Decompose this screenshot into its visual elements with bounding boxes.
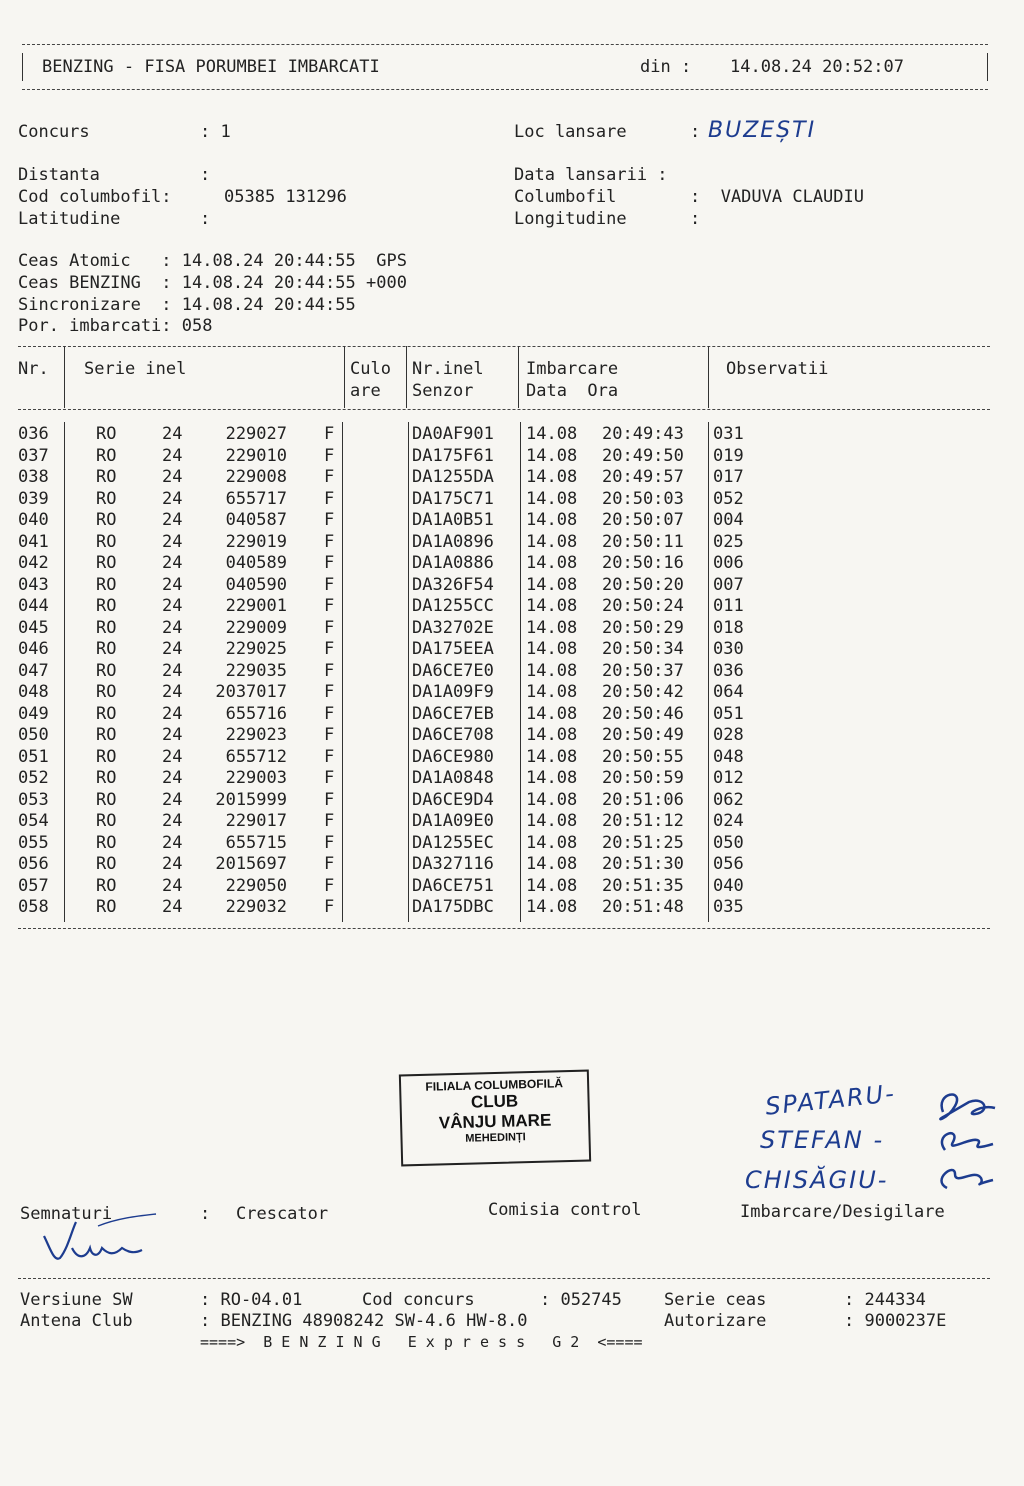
table-row (0, 510, 1024, 532)
cell-senzor: DA175F61 (412, 445, 494, 466)
col-sep-serie-header (344, 346, 345, 408)
cell-data: 14.08 (526, 746, 578, 767)
comisia-label: Comisia control (488, 1200, 642, 1220)
antena-value: : BENZING 48908242 SW-4.6 HW-8.0 (200, 1311, 528, 1331)
ceas-benzing: Ceas BENZING : 14.08.24 20:44:55 +000 (18, 273, 407, 293)
cell-senzor: DA1255DA (412, 467, 494, 487)
table-row (0, 489, 1024, 511)
cell-ora: 20:51:25 (602, 832, 684, 853)
table-row (0, 639, 1024, 661)
cell-ora: 20:50:07 (602, 510, 684, 530)
cell-inel: 040587 (225, 510, 287, 530)
table-row (0, 553, 1024, 575)
cell-observatii: 025 (713, 531, 744, 552)
cell-tara: RO (96, 424, 117, 444)
cell-an: 24 (162, 553, 183, 573)
cell-an: 24 (162, 875, 183, 896)
cell-ora: 20:51:12 (602, 811, 684, 831)
cell-an: 24 (162, 424, 183, 444)
cell-data: 14.08 (526, 682, 578, 702)
cell-observatii: 007 (713, 574, 744, 595)
cell-inel: 229001 (225, 596, 287, 616)
distanta-label: Distanta (18, 165, 100, 185)
table-row (0, 446, 1024, 468)
cell-data: 14.08 (526, 832, 578, 853)
cell-ora: 20:50:59 (602, 768, 684, 788)
cell-sex: F (324, 531, 335, 552)
cod-columbofil-label: Cod columbofil: (18, 187, 172, 207)
cell-data: 14.08 (526, 703, 578, 724)
cell-inel: 040590 (225, 574, 287, 595)
cell-tara: RO (96, 531, 117, 552)
cell-sex: F (324, 811, 335, 831)
columbofil-label: Columbofil (514, 187, 617, 207)
cell-sex: F (324, 682, 335, 702)
cell-nr: 057 (18, 875, 49, 896)
cell-nr: 045 (18, 617, 49, 638)
cell-senzor: DA1A0886 (412, 553, 494, 573)
cell-data: 14.08 (526, 596, 578, 616)
cell-tara: RO (96, 660, 117, 681)
cell-inel: 229009 (225, 617, 287, 638)
cell-inel: 229003 (225, 768, 287, 788)
cell-ora: 20:49:43 (602, 424, 684, 444)
page-title: BENZING - FISA PORUMBEI IMBARCATI (42, 57, 380, 77)
footer-rule (18, 1278, 990, 1279)
cell-senzor: DA6CE708 (412, 725, 494, 745)
cell-ora: 20:50:29 (602, 617, 684, 638)
cell-observatii: 028 (713, 725, 744, 745)
header-nrinel-2: Senzor (412, 381, 474, 401)
cell-inel: 229035 (225, 660, 287, 681)
cell-ora: 20:50:16 (602, 553, 684, 573)
cell-observatii: 048 (713, 746, 744, 767)
crescator-signature (38, 1208, 158, 1270)
cell-tara: RO (96, 488, 117, 509)
cell-an: 24 (162, 639, 183, 659)
col-sep-senzor-header (518, 346, 519, 408)
cell-nr: 055 (18, 832, 49, 853)
cell-inel: 2015999 (215, 789, 287, 810)
cell-nr: 043 (18, 574, 49, 595)
cell-nr: 037 (18, 445, 49, 466)
cell-sex: F (324, 467, 335, 487)
cell-tara: RO (96, 746, 117, 767)
cell-senzor: DA6CE7EB (412, 703, 494, 724)
header-right-border (987, 53, 988, 81)
cell-tara: RO (96, 789, 117, 810)
cell-tara: RO (96, 768, 117, 788)
cell-senzor: DA175C71 (412, 488, 494, 509)
cell-nr: 048 (18, 682, 49, 702)
cell-tara: RO (96, 703, 117, 724)
cell-sex: F (324, 488, 335, 509)
cell-nr: 058 (18, 897, 49, 917)
cell-inel: 655715 (225, 832, 287, 853)
porumbei-imbarcati: Por. imbarcati: 058 (18, 316, 213, 336)
cell-inel: 229023 (225, 725, 287, 745)
cell-observatii: 011 (713, 596, 744, 616)
cell-observatii: 024 (713, 811, 744, 831)
versiune-value: : RO-04.01 (200, 1290, 303, 1310)
cell-tara: RO (96, 811, 117, 831)
cell-senzor: DA6CE751 (412, 875, 494, 896)
table-row (0, 424, 1024, 446)
cell-observatii: 031 (713, 424, 744, 444)
cell-ora: 20:51:06 (602, 789, 684, 810)
header-datetime: 14.08.24 20:52:07 (730, 57, 904, 77)
table-row (0, 532, 1024, 554)
col-sep-nr-header (64, 346, 65, 408)
stamp-line-3: VÂNJU MARE (438, 1110, 552, 1133)
cell-senzor: DA175EEA (412, 639, 494, 659)
longitudine-label: Longitudine (514, 209, 627, 229)
cell-senzor: DA0AF901 (412, 424, 494, 444)
cell-ora: 20:50:34 (602, 639, 684, 659)
table-row (0, 661, 1024, 683)
cell-inel: 2037017 (215, 682, 287, 702)
cell-senzor: DA1A0B51 (412, 510, 494, 530)
cell-data: 14.08 (526, 488, 578, 509)
cell-nr: 050 (18, 725, 49, 745)
cell-an: 24 (162, 897, 183, 917)
cell-nr: 041 (18, 531, 49, 552)
cell-tara: RO (96, 875, 117, 896)
table-row (0, 704, 1024, 726)
cell-nr: 056 (18, 854, 49, 874)
cell-sex: F (324, 596, 335, 616)
table-row (0, 768, 1024, 790)
cell-an: 24 (162, 854, 183, 874)
cell-inel: 229017 (225, 811, 287, 831)
cell-observatii: 040 (713, 875, 744, 896)
stamp-line-2: CLUB (470, 1091, 519, 1112)
cell-an: 24 (162, 617, 183, 638)
cell-data: 14.08 (526, 574, 578, 595)
cell-data: 14.08 (526, 424, 578, 444)
table-header-rule (18, 409, 990, 410)
cell-data: 14.08 (526, 789, 578, 810)
cell-observatii: 030 (713, 639, 744, 659)
cell-tara: RO (96, 467, 117, 487)
cell-an: 24 (162, 445, 183, 466)
cell-ora: 20:49:57 (602, 467, 684, 487)
cell-tara: RO (96, 445, 117, 466)
cell-nr: 047 (18, 660, 49, 681)
cell-ora: 20:49:50 (602, 445, 684, 466)
semnaturi-colon: : (200, 1204, 211, 1224)
serie-ceas-value: : 244334 (844, 1290, 926, 1310)
stamp-line-1: FILIALA COLUMBOFILĂ (425, 1076, 564, 1094)
cell-data: 14.08 (526, 639, 578, 659)
cell-observatii: 004 (713, 510, 744, 530)
cell-observatii: 035 (713, 897, 744, 917)
cell-sex: F (324, 445, 335, 466)
table-row (0, 575, 1024, 597)
table-row (0, 833, 1024, 855)
cell-an: 24 (162, 746, 183, 767)
cell-nr: 046 (18, 639, 49, 659)
cell-sex: F (324, 424, 335, 444)
table-row (0, 467, 1024, 489)
cell-observatii: 018 (713, 617, 744, 638)
cell-sex: F (324, 854, 335, 874)
cell-inel: 229025 (225, 639, 287, 659)
cell-inel: 040589 (225, 553, 287, 573)
handwritten-name-1: SPATARU- (763, 1079, 898, 1121)
header-nrinel-1: Nr.inel (412, 359, 484, 379)
distanta-value: : (200, 165, 211, 185)
table-row (0, 725, 1024, 747)
cell-inel: 655712 (225, 746, 287, 767)
cell-sex: F (324, 897, 335, 917)
table-bottom-rule (18, 928, 990, 929)
cell-ora: 20:50:24 (602, 596, 684, 616)
cell-an: 24 (162, 574, 183, 595)
cell-data: 14.08 (526, 811, 578, 831)
cell-observatii: 062 (713, 789, 744, 810)
cell-nr: 054 (18, 811, 49, 831)
cell-observatii: 064 (713, 682, 744, 702)
cell-nr: 052 (18, 768, 49, 788)
cell-sex: F (324, 832, 335, 853)
latitudine-label: Latitudine (18, 209, 121, 229)
cod-concurs-label: Cod concurs (362, 1290, 475, 1310)
table-row (0, 811, 1024, 833)
cell-tara: RO (96, 596, 117, 616)
cell-an: 24 (162, 510, 183, 530)
cell-observatii: 017 (713, 467, 744, 487)
cod-columbofil-value: 05385 131296 (224, 187, 347, 207)
cell-sex: F (324, 875, 335, 896)
col-sep-imbarcare-header (708, 346, 709, 408)
cell-sex: F (324, 746, 335, 767)
concurs-label: Concurs (18, 122, 90, 142)
col-sep-culoare-header (406, 346, 407, 408)
cell-data: 14.08 (526, 445, 578, 466)
cell-tara: RO (96, 854, 117, 874)
cell-senzor: DA6CE980 (412, 746, 494, 767)
table-row (0, 876, 1024, 898)
cell-tara: RO (96, 574, 117, 595)
columbofil-value: : VADUVA CLAUDIU (690, 187, 864, 207)
cell-nr: 038 (18, 467, 49, 487)
semnaturi-label: Semnaturi (20, 1204, 113, 1224)
cell-an: 24 (162, 467, 183, 487)
cell-tara: RO (96, 832, 117, 853)
cell-nr: 039 (18, 488, 49, 509)
cell-an: 24 (162, 682, 183, 702)
cell-sex: F (324, 768, 335, 788)
sincronizare: Sincronizare : 14.08.24 20:44:55 (18, 295, 356, 315)
cell-sex: F (324, 553, 335, 573)
cell-an: 24 (162, 725, 183, 745)
cell-ora: 20:50:42 (602, 682, 684, 702)
cell-tara: RO (96, 639, 117, 659)
cell-data: 14.08 (526, 467, 578, 487)
cell-sex: F (324, 510, 335, 530)
handwritten-initials-signatures (925, 1082, 1000, 1192)
cell-sex: F (324, 574, 335, 595)
cell-senzor: DA1A0896 (412, 531, 494, 552)
cell-senzor: DA1A09E0 (412, 811, 494, 831)
cell-ora: 20:50:46 (602, 703, 684, 724)
header-observatii: Observatii (726, 359, 829, 379)
cell-ora: 20:50:03 (602, 488, 684, 509)
benzing-brand-line: ====> B E N Z I N G E x p r e s s G 2 <==== (200, 1333, 643, 1351)
cell-observatii: 051 (713, 703, 744, 724)
cell-sex: F (324, 617, 335, 638)
table-row (0, 854, 1024, 876)
cell-an: 24 (162, 811, 183, 831)
cell-an: 24 (162, 768, 183, 788)
cell-an: 24 (162, 660, 183, 681)
table-row (0, 897, 1024, 919)
versiune-label: Versiune SW (20, 1290, 133, 1310)
cell-sex: F (324, 789, 335, 810)
cell-ora: 20:50:37 (602, 660, 684, 681)
cell-data: 14.08 (526, 897, 578, 917)
cell-senzor: DA326F54 (412, 574, 494, 595)
cell-senzor: DA1A0848 (412, 768, 494, 788)
cell-inel: 229019 (225, 531, 287, 552)
data-lansarii-label: Data lansarii : (514, 165, 668, 185)
cell-data: 14.08 (526, 510, 578, 530)
cell-tara: RO (96, 617, 117, 638)
cell-data: 14.08 (526, 617, 578, 638)
cell-ora: 20:50:11 (602, 531, 684, 552)
cell-tara: RO (96, 510, 117, 530)
cell-data: 14.08 (526, 553, 578, 573)
cell-senzor: DA327116 (412, 854, 494, 874)
cell-observatii: 012 (713, 768, 744, 788)
cell-inel: 229008 (225, 467, 287, 487)
cell-senzor: DA1255CC (412, 596, 494, 616)
cell-nr: 044 (18, 596, 49, 616)
cell-sex: F (324, 725, 335, 745)
header-imbarcare-1: Imbarcare (526, 359, 619, 379)
cell-senzor: DA1A09F9 (412, 682, 494, 702)
cell-sex: F (324, 660, 335, 681)
cell-observatii: 006 (713, 553, 744, 573)
autorizare-value: : 9000237E (844, 1311, 947, 1331)
cell-ora: 20:50:20 (602, 574, 684, 595)
cell-an: 24 (162, 789, 183, 810)
cod-concurs-value: : 052745 (540, 1290, 622, 1310)
cell-nr: 040 (18, 510, 49, 530)
header-serie: Serie inel (84, 359, 187, 379)
cell-ora: 20:50:49 (602, 725, 684, 745)
concurs-value: : 1 (200, 122, 231, 142)
cell-an: 24 (162, 531, 183, 552)
cell-nr: 036 (18, 424, 49, 444)
cell-senzor: DA32702E (412, 617, 494, 638)
header-culoare-1: Culo (350, 359, 391, 379)
cell-nr: 051 (18, 746, 49, 767)
cell-tara: RO (96, 897, 117, 917)
header-nr: Nr. (18, 359, 49, 379)
cell-ora: 20:50:55 (602, 746, 684, 767)
cell-an: 24 (162, 832, 183, 853)
cell-data: 14.08 (526, 725, 578, 745)
cell-data: 14.08 (526, 875, 578, 896)
stamp-line-4: MEHEDINȚI (465, 1131, 526, 1145)
header-imbarcare-2: Data Ora (526, 381, 619, 401)
crescator-label: Crescator (236, 1204, 329, 1224)
cell-observatii: 056 (713, 854, 744, 874)
handwritten-name-2: STEFAN - (760, 1126, 885, 1154)
cell-inel: 2015697 (215, 854, 287, 874)
serie-ceas-label: Serie ceas (664, 1290, 767, 1310)
cell-an: 24 (162, 703, 183, 724)
autorizare-label: Autorizare (664, 1311, 767, 1331)
table-row (0, 682, 1024, 704)
cell-ora: 20:51:48 (602, 897, 684, 917)
imbarcare-desigilare-label: Imbarcare/Desigilare (740, 1202, 945, 1222)
handwritten-name-3: CHISĂGIU- (745, 1166, 889, 1194)
cell-data: 14.08 (526, 660, 578, 681)
antena-label: Antena Club (20, 1311, 133, 1331)
cell-senzor: DA175DBC (412, 897, 494, 917)
cell-inel: 229010 (225, 445, 287, 466)
loc-lansare-label: Loc lansare (514, 122, 627, 142)
table-row (0, 596, 1024, 618)
cell-inel: 229050 (225, 875, 287, 896)
cell-data: 14.08 (526, 854, 578, 874)
loc-lansare-colon: : (690, 122, 701, 142)
latitudine-value: : (200, 209, 211, 229)
longitudine-value: : (690, 209, 701, 229)
cell-senzor: DA6CE9D4 (412, 789, 494, 810)
loc-lansare-value: BUZEȘTI (708, 118, 817, 143)
cell-tara: RO (96, 682, 117, 702)
header-left-border (22, 53, 23, 81)
cell-senzor: DA6CE7E0 (412, 660, 494, 681)
club-stamp (399, 1070, 591, 1167)
cell-observatii: 019 (713, 445, 744, 466)
cell-inel: 655716 (225, 703, 287, 724)
cell-tara: RO (96, 725, 117, 745)
cell-inel: 229032 (225, 897, 287, 917)
cell-sex: F (324, 703, 335, 724)
table-row (0, 790, 1024, 812)
table-top-rule (18, 346, 990, 347)
cell-data: 14.08 (526, 768, 578, 788)
cell-observatii: 052 (713, 488, 744, 509)
cell-inel: 655717 (225, 488, 287, 509)
cell-sex: F (324, 639, 335, 659)
cell-observatii: 050 (713, 832, 744, 853)
cell-nr: 049 (18, 703, 49, 724)
cell-inel: 229027 (225, 424, 287, 444)
header-culoare-2: are (350, 381, 381, 401)
table-row (0, 618, 1024, 640)
cell-ora: 20:51:30 (602, 854, 684, 874)
cell-nr: 042 (18, 553, 49, 573)
table-row (0, 747, 1024, 769)
din-label: din : (640, 57, 692, 77)
cell-an: 24 (162, 488, 183, 509)
cell-data: 14.08 (526, 531, 578, 552)
cell-ora: 20:51:35 (602, 875, 684, 896)
cell-tara: RO (96, 553, 117, 573)
cell-an: 24 (162, 596, 183, 616)
cell-nr: 053 (18, 789, 49, 810)
cell-observatii: 036 (713, 660, 744, 681)
ceas-atomic: Ceas Atomic : 14.08.24 20:44:55 GPS (18, 251, 407, 271)
cell-senzor: DA1255EC (412, 832, 494, 853)
